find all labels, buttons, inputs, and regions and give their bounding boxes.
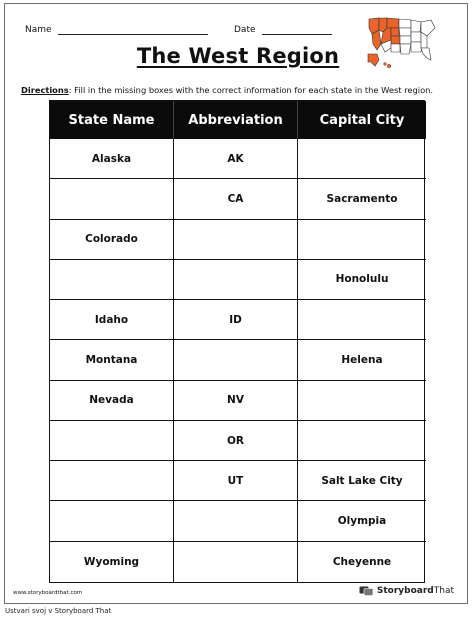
brand-part2: That bbox=[433, 586, 454, 596]
table-cell-state-name: Alaska bbox=[50, 139, 174, 179]
table-cell-capital-city: Sacramento bbox=[298, 179, 426, 219]
table-cell-state-name[interactable] bbox=[50, 461, 174, 501]
table-cell-capital-city: Cheyenne bbox=[332, 555, 392, 568]
table-cell-capital-city: Olympia bbox=[298, 501, 426, 541]
table-cell-capital-city[interactable] bbox=[298, 381, 426, 421]
table-cell-abbreviation: NV bbox=[174, 381, 298, 421]
table-cell-capital-city: Salt Lake City bbox=[298, 461, 426, 501]
table-cell-abbreviation: AK bbox=[174, 139, 298, 179]
table-cell-capital-city[interactable] bbox=[298, 421, 426, 461]
table-cell-abbreviation[interactable] bbox=[174, 260, 298, 300]
table-cell-capital-city: Helena bbox=[298, 340, 426, 380]
table-cell-abbreviation: ID bbox=[174, 300, 298, 340]
column-header-abbreviation: Abbreviation bbox=[174, 101, 298, 139]
table-cell-capital-city[interactable] bbox=[298, 220, 426, 260]
table-cell-abbreviation[interactable] bbox=[174, 542, 298, 582]
table-cell-capital-city[interactable] bbox=[298, 139, 426, 179]
table-cell-abbreviation[interactable] bbox=[174, 220, 298, 260]
table-cell-abbreviation: UT bbox=[174, 461, 298, 501]
name-field bbox=[25, 24, 208, 35]
table-cell-state-name: Idaho bbox=[50, 300, 174, 340]
table-cell-abbreviation[interactable] bbox=[174, 501, 298, 541]
table-cell-state-name: Montana bbox=[50, 340, 174, 380]
column-header-state-name: State Name bbox=[50, 101, 174, 139]
page-title: The West Region bbox=[136, 44, 340, 68]
date-field bbox=[234, 24, 332, 35]
table-cell-state-name: Colorado bbox=[50, 220, 174, 260]
table-cell-abbreviation: CA bbox=[174, 179, 298, 219]
brand-part1: Storyboard bbox=[376, 586, 434, 596]
table-cell-state-name: Nevada bbox=[50, 381, 174, 421]
directions-label: Directions bbox=[21, 85, 69, 95]
storyboard-logo-icon bbox=[359, 586, 374, 596]
storyboardthat-logo bbox=[359, 586, 454, 596]
footer-text: Ustvari svoj v Storyboard That bbox=[5, 607, 112, 615]
name-label: Name bbox=[25, 25, 52, 35]
table-cell-abbreviation[interactable] bbox=[174, 340, 298, 380]
table-cell-capital-city: Honolulu bbox=[298, 260, 426, 300]
site-url: www.storyboardthat.com bbox=[13, 590, 83, 596]
directions-text: : Fill in the missing boxes with the correct information for each state in the West region. bbox=[68, 85, 434, 95]
date-blank-line[interactable] bbox=[262, 24, 332, 35]
table-cell-state-name[interactable] bbox=[50, 501, 174, 541]
column-header-capital-city: Capital City bbox=[298, 101, 426, 139]
table-cell-state-name[interactable] bbox=[50, 260, 174, 300]
directions bbox=[21, 85, 433, 95]
name-blank-line[interactable] bbox=[58, 24, 208, 35]
table-cell-abbreviation: OR bbox=[174, 421, 298, 461]
table-cell-state-name[interactable] bbox=[50, 179, 174, 219]
table-cell-state-name[interactable] bbox=[50, 421, 174, 461]
table-cell-state-name: Wyoming bbox=[50, 542, 174, 582]
state-table bbox=[49, 100, 425, 583]
date-label: Date bbox=[234, 25, 256, 35]
table-cell-capital-city[interactable] bbox=[298, 300, 426, 340]
